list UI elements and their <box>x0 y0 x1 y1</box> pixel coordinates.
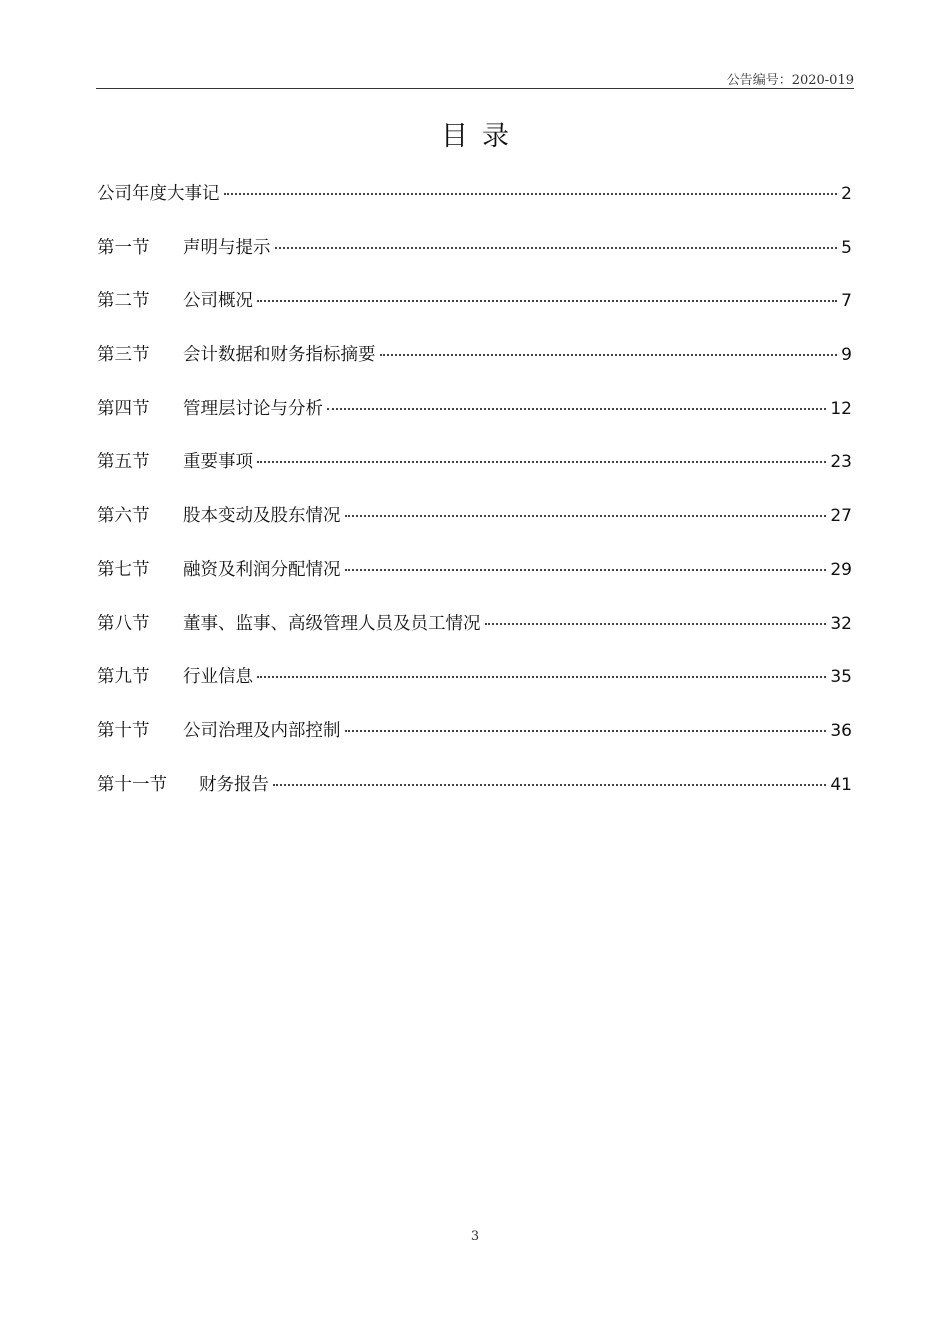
toc-entry-name: 股本变动及股东情况 <box>183 506 341 527</box>
toc-dot-leader <box>327 408 826 410</box>
toc-entry-page: 32 <box>830 613 852 634</box>
toc-entry-section-9[interactable] <box>97 663 852 717</box>
toc-entry-name: 融资及利润分配情况 <box>183 559 341 580</box>
toc-entry-chapter: 第二节 <box>97 291 150 312</box>
toc-entry-chapter: 第六节 <box>97 506 150 527</box>
toc-dot-leader <box>257 300 837 302</box>
toc-dot-leader <box>257 676 826 678</box>
toc-entry-annual-events[interactable] <box>97 180 852 234</box>
toc-entry-name: 声明与提示 <box>183 237 271 258</box>
toc-entry-chapter: 第十节 <box>97 720 150 741</box>
toc-entry-chapter: 第三节 <box>97 345 150 366</box>
toc-dot-leader <box>273 784 826 786</box>
toc-entry-page: 35 <box>830 667 852 688</box>
toc-entry-chapter: 第一节 <box>97 237 150 258</box>
toc-entry-name: 行业信息 <box>183 667 253 688</box>
toc-entry-section-3[interactable] <box>97 341 852 395</box>
toc-entry-name: 重要事项 <box>183 452 253 473</box>
toc-entry-section-11[interactable] <box>97 771 852 825</box>
toc-entry-name: 会计数据和财务指标摘要 <box>183 345 376 366</box>
toc-entry-name: 公司治理及内部控制 <box>183 720 341 741</box>
toc-entry-page: 5 <box>841 237 852 258</box>
toc-entry-chapter: 第八节 <box>97 613 150 634</box>
toc-dot-leader <box>345 730 827 732</box>
toc-entry-page: 27 <box>830 506 852 527</box>
toc-entry-chapter: 第四节 <box>97 398 150 419</box>
toc-dot-leader <box>275 247 838 249</box>
table-of-contents <box>97 180 852 824</box>
toc-entry-page: 36 <box>830 720 852 741</box>
toc-entry-name: 财务报告 <box>199 774 269 795</box>
toc-entry-name: 管理层讨论与分析 <box>183 398 323 419</box>
toc-entry-page: 7 <box>841 291 852 312</box>
toc-entry-section-4[interactable] <box>97 395 852 449</box>
toc-entry-section-10[interactable] <box>97 717 852 771</box>
toc-dot-leader <box>345 569 827 571</box>
toc-entry-page: 29 <box>830 559 852 580</box>
header-divider <box>96 88 854 89</box>
toc-entry-page: 41 <box>830 774 852 795</box>
announcement-number: 公告编号：2020-019 <box>726 73 854 88</box>
toc-entry-name: 公司概况 <box>183 291 253 312</box>
toc-entry-page: 2 <box>841 184 852 204</box>
toc-dot-leader <box>380 354 838 356</box>
toc-entry-chapter: 第九节 <box>97 667 150 688</box>
toc-entry-page: 12 <box>830 398 852 419</box>
toc-title: 目录 <box>441 121 523 152</box>
toc-entry-chapter: 第五节 <box>97 452 150 473</box>
toc-entry-section-1[interactable] <box>97 234 852 288</box>
toc-entry-name: 公司年度大事记 <box>97 184 220 204</box>
toc-entry-page: 23 <box>830 452 852 473</box>
toc-entry-section-2[interactable] <box>97 287 852 341</box>
toc-entry-page: 9 <box>841 345 852 366</box>
toc-entry-section-6[interactable] <box>97 502 852 556</box>
toc-entry-section-5[interactable] <box>97 448 852 502</box>
toc-dot-leader <box>224 193 838 195</box>
toc-entry-section-7[interactable] <box>97 556 852 610</box>
toc-entry-name: 董事、监事、高级管理人员及员工情况 <box>183 613 481 634</box>
toc-entry-chapter: 第七节 <box>97 559 150 580</box>
toc-dot-leader <box>345 515 827 517</box>
toc-entry-section-8[interactable] <box>97 610 852 664</box>
toc-entry-chapter: 第十一节 <box>97 774 167 795</box>
toc-dot-leader <box>257 461 826 463</box>
toc-dot-leader <box>485 623 827 625</box>
page-number: 3 <box>470 1229 480 1244</box>
